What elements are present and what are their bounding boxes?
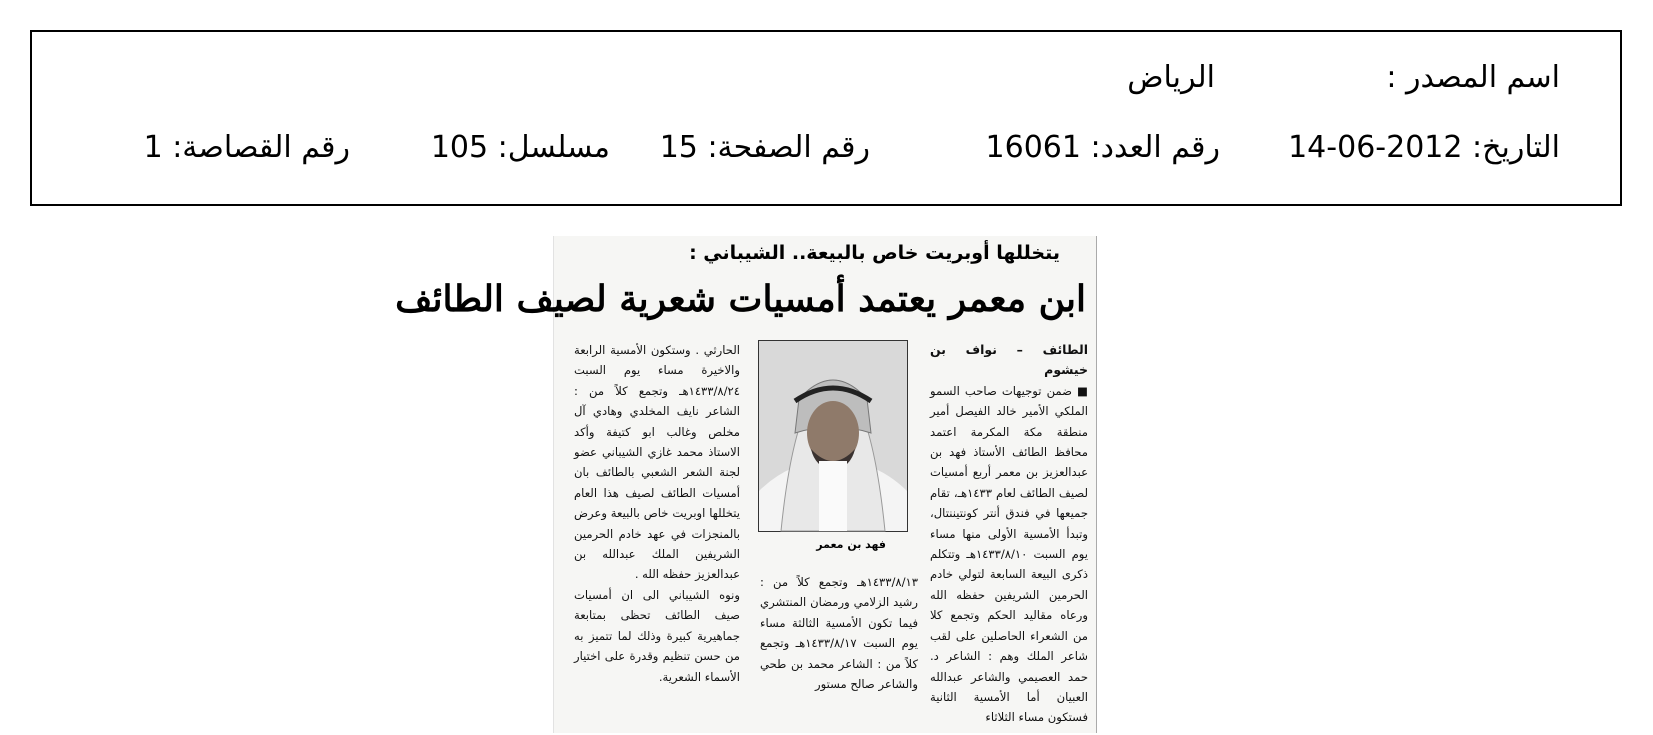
serial-number: مسلسل: 105 [430,130,610,165]
column-right-text: ■ ضمن توجيهات صاحب السمو الملكي الأمير خالد الفيصل أمير منطقة مكة المكرمة اعتمد محافظ الطائف الأستاذ فهد بن عبدالعزيز بن معمر أربع أمسيات لصيف الطائف لعام ١٤٣٣هـ، تقام جميعها في فندق أنتر كونتيننتال، وتبدأ الأمسية الأولى منها مساء يوم السبت ١٤٣٣/٨/١٠هـ وتتكلم ذكرى البيعة السابعة لتولي خادم الحرمين الشريفين حفظه الله ورعاه مقاليد الحكم وتجمع كلا من الشعراء الحاصلين على لقب شاعر الملك وهم : الشاعر د. حمد العصيمي والشاعر عبدالله العبيان أما الأمسية الثانية فستكون مساء الثلاثاء [930,383,1088,725]
column-middle-text: ١٤٣٣/٨/١٣هـ وتجمع كلاً من : رشيد الزلامي ورمضان المنتشري فيما تكون الأمسية الثالثة مساء يوم السبت ١٤٣٣/٨/١٧هـ وتجمع كلاً من : الشاعر محمد بن طحي والشاعر صالح مستور [760,575,918,692]
portrait-photo [758,340,908,532]
article-column-right [930,340,1088,728]
source-info-box [30,30,1622,206]
article-byline: الطائف – نواف بن خيشوم [930,342,1088,378]
date-field: التاريخ: 2012-06-14 [1288,130,1560,165]
issue-number: رقم العدد: 16061 [985,130,1220,165]
article-subheadline: يتخللها أوبريت خاص بالبيعة.. الشيباني : [689,242,1060,264]
article-column-middle [760,572,918,694]
photo-caption: فهد بن معمر [816,538,886,551]
portrait-image [759,341,907,531]
source-value: الرياض [1127,60,1215,95]
column-left-paragraph-1: الحارثي . وستكون الأمسية الرابعة والاخيرة مساء يوم السبت ١٤٣٣/٨/٢٤هـ وتجمع كلاً من : الشاعر نايف المخلدي وهادي آل مخلص وغالب ابو كتيفة وأكد الاستاذ محمد غازي الشيباني عضو لجنة الشعر الشعبي بالطائف بان أمسيات الطائف لصيف هذا العام يتخللها اوبريت خاص بالبيعة وعرض بالمنجزات في عهد خادم الحرمين الشريفين الملك عبدالله بن عبدالعزيز حفظه الله . [574,343,740,582]
page-number: رقم الصفحة: 15 [659,130,870,165]
article-headline: ابن معمر يعتمد أمسيات شعرية لصيف الطائف [395,278,1086,320]
clip-number: رقم القصاصة: 1 [143,130,350,165]
column-left-paragraph-2: ونوه الشيباني الى ان أمسيات صيف الطائف تحظى بمتابعة جماهيرية كبيرة وذلك لما تتميز به من حسن تنظيم وقدرة على اختيار الأسماء الشعرية. [574,587,740,684]
newspaper-clipping [395,236,1097,733]
article-column-left [574,340,740,687]
source-label: اسم المصدر : [1386,60,1560,95]
